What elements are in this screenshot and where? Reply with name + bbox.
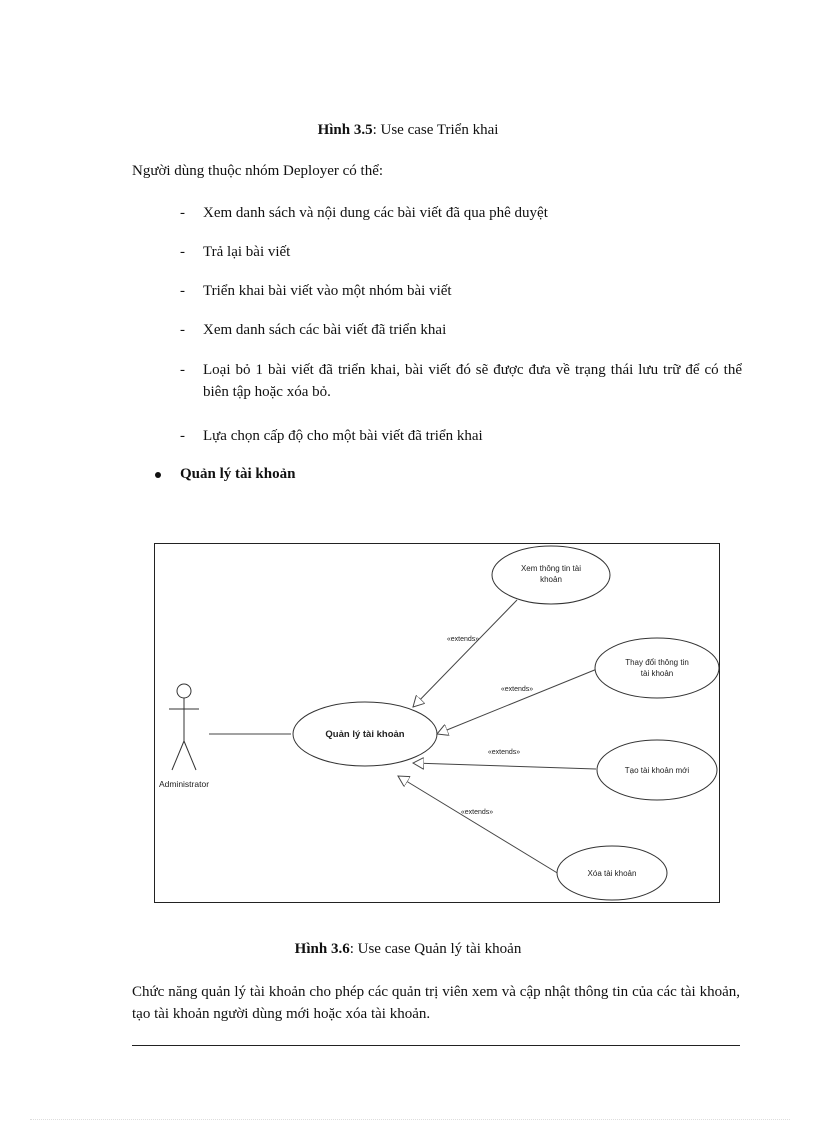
list-item-text: Triển khai bài viết vào một nhóm bài viết — [203, 283, 452, 299]
list-item-text: Trả lại bài viết — [203, 244, 291, 260]
list-item — [180, 202, 742, 224]
extend-line-4 — [398, 776, 559, 874]
figure-caption-3-5 — [0, 122, 816, 139]
list-item — [180, 425, 742, 447]
figure-caption-label: Hình 3.6 — [294, 941, 350, 957]
extend-label-1: «extends» — [446, 636, 480, 643]
closing-paragraph: Chức năng quản lý tài khoản cho phép các quản trị viên xem và cập nhật thông tin của các tài khoản, tạo tài khoản người dùng mới hoặc xóa tài khoản. — [132, 984, 740, 1022]
list-item — [180, 280, 742, 302]
figure-caption-text: : Use case Triển khai — [372, 122, 499, 138]
dash-marker: - — [180, 362, 185, 378]
intro-paragraph: Người dùng thuộc nhóm Deployer có thể: — [132, 163, 384, 179]
actor-head-icon — [177, 684, 191, 698]
usecase-thay-doi-thong-tin — [595, 638, 719, 698]
list-item — [180, 359, 742, 403]
dash-marker: - — [180, 428, 185, 444]
list-item-text: Lựa chọn cấp độ cho một bài viết đã triển khai — [203, 428, 483, 444]
list-item-text: Xem danh sách và nội dung các bài viết đã qua phê duyệt — [203, 205, 548, 221]
extend-line-2 — [437, 669, 597, 734]
extend-label-2: «extends» — [500, 686, 534, 693]
dash-marker: - — [180, 283, 185, 299]
extend-label-3: «extends» — [487, 749, 521, 756]
list-item — [180, 241, 742, 263]
usecase-3-line1: Tạo tài khoản mới — [624, 766, 690, 775]
dash-marker: - — [180, 244, 185, 260]
figure-caption-3-6 — [0, 941, 816, 958]
extend-label-4: «extends» — [460, 809, 494, 816]
usecase-2-line1: Thay đổi thông tin — [625, 658, 689, 667]
usecase-1-line2: khoản — [540, 575, 562, 584]
main-usecase-label: Quản lý tài khoản — [325, 729, 405, 740]
dash-marker: - — [180, 205, 185, 221]
list-item-text: Xem danh sách các bài viết đã triển khai — [203, 322, 447, 338]
footer-rule — [132, 1045, 740, 1046]
usecase-4-line1: Xóa tài khoản — [587, 869, 637, 878]
page-edge-rule — [30, 1119, 790, 1120]
actor-left-leg — [172, 741, 184, 770]
section-heading-account-management — [155, 466, 295, 483]
use-case-diagram-svg — [155, 544, 721, 904]
list-item — [180, 319, 742, 341]
list-item-text: Loại bỏ 1 bài viết đã triển khai, bài viết đó sẽ được đưa về trạng thái lưu trữ để có thể biên tập hoặc xóa bỏ. — [203, 362, 742, 400]
usecase-1-line1: Xem thông tin tài — [520, 564, 582, 573]
actor-label: Administrator — [158, 779, 210, 789]
actor-right-leg — [184, 741, 196, 770]
usecase-2-line2: tài khoản — [640, 669, 674, 678]
section-heading-label: Quản lý tài khoản — [180, 466, 296, 482]
extend-line-3 — [413, 763, 596, 769]
figure-caption-label: Hình 3.5 — [317, 122, 373, 138]
actor-administrator — [169, 684, 199, 770]
use-case-diagram — [154, 543, 720, 903]
dash-marker: - — [180, 322, 185, 338]
bullet-dot-icon — [155, 472, 161, 478]
figure-caption-text: : Use case Quản lý tài khoản — [349, 941, 522, 957]
